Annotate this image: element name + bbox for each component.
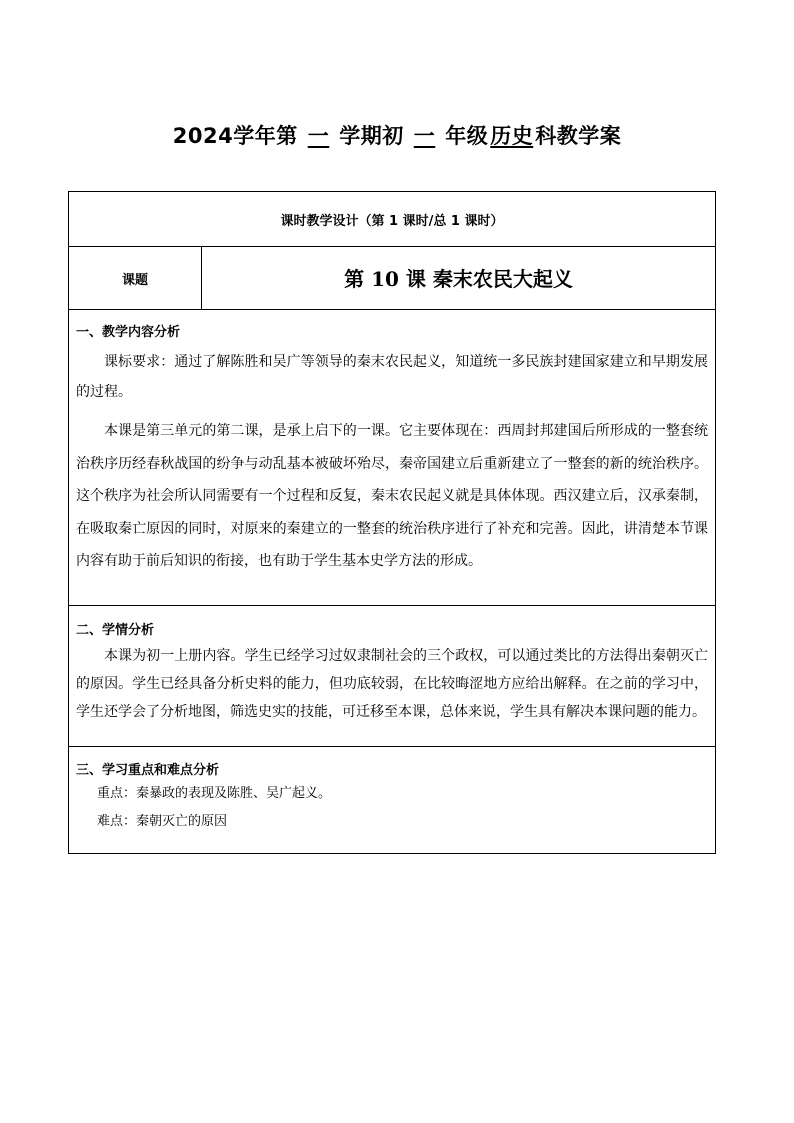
lesson-plan-table — [68, 191, 716, 854]
curriculum-requirement-paragraph: 课标要求：通过了解陈胜和吴广等领导的秦末农民起义，知道统一多民族封建国家建立和早期发展的过程。 — [76, 354, 708, 400]
lesson-position-paragraph: 本课是第三单元的第二课，是承上启下的一课。它主要体现在：西周封邦建国后所形成的一整套统治秩序历经春秋战国的纷争与动乱基本被破坏殆尽，秦帝国建立后重新建立了一整套的新的统治秩序。这个秩序为社会所认同需要有一个过程和反复，秦末农民起义就是具体体现。西汉建立后，汉承秦制，在吸取秦亡原因的同时，对原来的秦建立的一整套的统治秩序进行了补充和完善。因此，讲清楚本节课内容有助于前后知识的衔接，也有助于学生基本史学方法的形成。 — [76, 423, 708, 569]
section-key-points — [69, 747, 715, 853]
section-content-analysis — [69, 310, 715, 606]
title-suffix: 科教学案 — [535, 124, 622, 148]
student-analysis-paragraph: 本课为初一上册内容。学生已经学习过奴隶制社会的三个政权，可以通过类比的方法得出秦朝灭亡的原因。学生已经具备分析史料的能力，但功底较弱，在比较晦涩地方应给出解释。在之前的学习中，学生还学会了分析地图，筛选史实的技能，可迁移至本课，总体来说，学生具有解决本课问题的能力。 — [76, 648, 708, 720]
page-title — [0, 120, 794, 150]
topic-label: 课题 — [69, 247, 202, 309]
section-heading: 一、教学内容分析 — [76, 325, 181, 340]
section-heading: 二、学情分析 — [76, 623, 155, 638]
table-header-row: 课时教学设计（第 1 课时/总 1 课时） — [69, 192, 715, 247]
title-subject-blank: 历史 — [490, 124, 534, 148]
title-mid2: 年级 — [445, 124, 489, 148]
topic-row — [69, 247, 715, 310]
title-grade-blank: 一 — [413, 124, 436, 148]
title-semester-blank: 一 — [307, 124, 330, 148]
difficult-point-item: 难点：秦朝灭亡的原因 — [97, 814, 228, 829]
key-point-item: 重点：秦暴政的表现及陈胜、吴广起义。 — [97, 786, 332, 801]
section-heading: 三、学习重点和难点分析 — [76, 763, 220, 778]
title-mid1: 学期初 — [339, 124, 404, 148]
section-student-analysis — [69, 606, 715, 747]
title-prefix: 2024学年第 — [172, 124, 298, 148]
topic-value: 第 10 课 秦末农民大起义 — [344, 267, 573, 291]
